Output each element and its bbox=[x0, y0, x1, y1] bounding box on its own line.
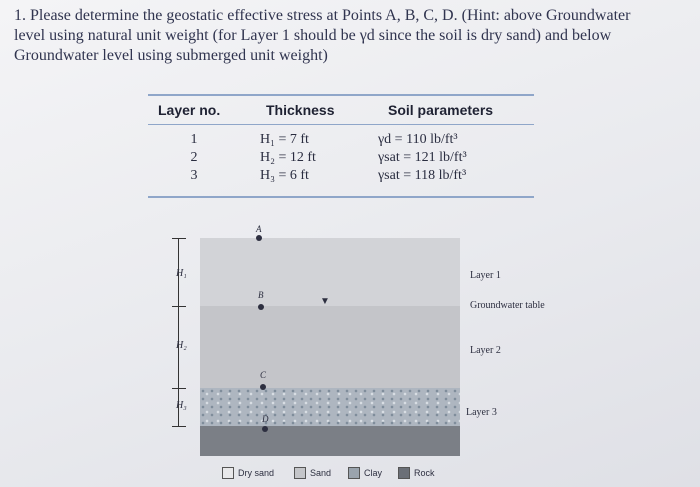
row-2-thickness: H₂ = 12 ft bbox=[260, 150, 316, 165]
layer-1-dry-sand bbox=[200, 238, 460, 306]
row-2-layer: 2 bbox=[190, 150, 198, 165]
groundwater-table-icon: ▼ bbox=[320, 296, 330, 307]
legend-swatch-sand bbox=[294, 467, 306, 479]
question-line-3: Groundwater level using submerged unit weight) bbox=[14, 47, 328, 64]
legend-clay: Clay bbox=[348, 467, 382, 479]
legend-dry-sand: Dry sand bbox=[222, 467, 274, 479]
header-soil-parameters: Soil parameters bbox=[388, 102, 494, 118]
dim-label-h2: H₂ bbox=[176, 340, 187, 351]
header-layer-no: Layer no. bbox=[158, 102, 221, 118]
groundwater-table-label: Groundwater table bbox=[470, 300, 545, 311]
dim-tick bbox=[172, 388, 186, 389]
header-thickness: Thickness bbox=[266, 102, 335, 118]
table-bottom-rule bbox=[148, 196, 534, 198]
row-1-param: γd = 110 lb/ft³ bbox=[378, 132, 458, 147]
row-3-thickness: H₃ = 6 ft bbox=[260, 168, 309, 183]
point-b-label: B bbox=[258, 290, 264, 300]
row-1-layer: 1 bbox=[190, 132, 198, 147]
dim-label-h3: H₃ bbox=[176, 400, 187, 411]
dim-tick bbox=[172, 306, 186, 307]
legend-swatch-clay bbox=[348, 467, 360, 479]
point-d-marker bbox=[262, 426, 268, 432]
dim-tick bbox=[172, 426, 186, 427]
dim-label-h1: H₁ bbox=[176, 268, 187, 279]
point-b-marker bbox=[258, 304, 264, 310]
layer-2-label: Layer 2 bbox=[470, 345, 501, 356]
legend-sand: Sand bbox=[294, 467, 331, 479]
layer-1-label: Layer 1 bbox=[470, 270, 501, 281]
layer-3-label: Layer 3 bbox=[466, 407, 497, 418]
soil-profile bbox=[200, 224, 460, 456]
point-c-label: C bbox=[260, 370, 267, 380]
table-mid-rule bbox=[148, 124, 534, 125]
question-text bbox=[14, 6, 694, 66]
point-c-marker bbox=[260, 384, 266, 390]
row-3-param: γsat = 118 lb/ft³ bbox=[378, 168, 467, 183]
row-3-layer: 3 bbox=[190, 168, 198, 183]
question-line-2: level using natural unit weight (for Layer 1 should be γd since the soil is dry sand) and below bbox=[14, 27, 612, 44]
point-a-label: A bbox=[256, 224, 262, 234]
point-d-label: D bbox=[262, 414, 269, 424]
layer-3-clay bbox=[200, 388, 460, 426]
legend-rock: Rock bbox=[398, 467, 435, 479]
soil-table bbox=[148, 94, 534, 198]
question-line-1: 1. Please determine the geostatic effective stress at Points A, B, C, D. (Hint: above Groundwater bbox=[14, 7, 631, 24]
row-2-param: γsat = 121 lb/ft³ bbox=[378, 150, 467, 165]
point-a-marker bbox=[256, 235, 262, 241]
dim-tick bbox=[172, 238, 186, 239]
rock-layer bbox=[200, 426, 460, 456]
layer-2-sand bbox=[200, 306, 460, 388]
row-1-thickness: H₁ = 7 ft bbox=[260, 132, 309, 147]
legend-swatch-rock bbox=[398, 467, 410, 479]
table-top-rule bbox=[148, 94, 534, 96]
legend-swatch-dry-sand bbox=[222, 467, 234, 479]
